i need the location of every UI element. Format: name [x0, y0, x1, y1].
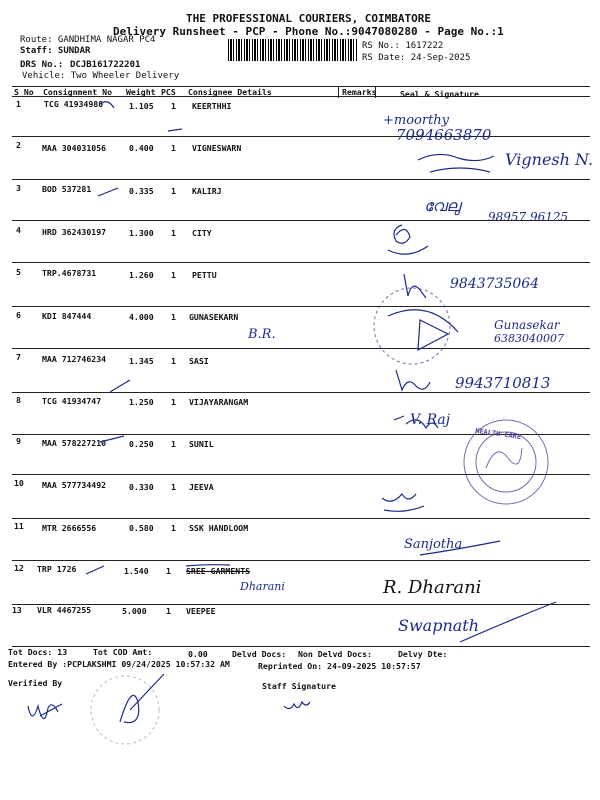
entered-by: Entered By :PCPLAKSHMI 09/24/2025 10:57:32 AM	[8, 659, 230, 669]
row-sno: 1	[16, 99, 21, 109]
row-pcs: 1	[171, 356, 176, 366]
row-consignee: JEEVA	[189, 482, 214, 492]
row-consignment: MAA 578227210	[42, 438, 107, 448]
row-weight: 1.250	[129, 397, 154, 407]
row-consignment: TCG 41934747	[42, 396, 102, 406]
total-cod-value: 0.00	[188, 649, 208, 659]
row-consignment: BOD 537281	[42, 184, 92, 194]
col-header-pcs: PCS	[161, 87, 176, 97]
row-pcs: 1	[166, 606, 171, 616]
row-consignee: VEEPEE	[186, 606, 216, 616]
row-consignment: MAA 577734492	[42, 480, 107, 490]
row-consignee: SASI	[189, 356, 209, 366]
row-consignee: KEERTHHI	[192, 101, 232, 111]
row-pcs: 1	[171, 523, 176, 533]
row-consignee: PETTU	[192, 270, 217, 280]
row-consignment: MAA 304031056	[42, 143, 107, 153]
col-header-consignment: Consignment No	[43, 87, 113, 97]
row-pcs: 1	[171, 397, 176, 407]
handwritten-name-r3: വേലു	[424, 196, 461, 215]
row-sno: 9	[16, 436, 21, 446]
row-sno: 13	[12, 605, 22, 615]
row-consignee: SUNIL	[189, 439, 214, 449]
staff-label: Staff: SUNDAR	[20, 46, 91, 56]
row-consignment: VLR 4467255	[37, 605, 92, 615]
row-consignment: HRD 362430197	[42, 227, 107, 237]
row-consignment: TRP.4678731	[42, 268, 97, 278]
company-name: THE PROFESSIONAL COURIERS, COIMBATORE	[186, 12, 432, 25]
row-consignee: GUNASEKARN	[189, 312, 239, 322]
col-header-consignee: Consignee Details	[188, 87, 272, 97]
row-pcs: 1	[171, 312, 176, 322]
signature-r12: R. Dharani	[383, 577, 482, 598]
col-header-sno: S No	[14, 87, 34, 97]
row-pcs: 1	[171, 439, 176, 449]
signature-r11: Sanjotha	[404, 537, 463, 552]
col-header-weight: Weight	[126, 87, 156, 97]
row-consignment: MTR 2666556	[42, 523, 97, 533]
signature-r8: V. Raj	[410, 412, 451, 428]
row-sno: 6	[16, 310, 21, 320]
total-cod-label: Tot COD Amt:	[93, 647, 153, 657]
row-pcs: 1	[171, 228, 176, 238]
reprinted-on: Reprinted On: 24-09-2025 10:57:57	[258, 661, 421, 671]
handwritten-remark-r6: B.R.	[248, 327, 276, 342]
row-consignee: KALIRJ	[192, 186, 222, 196]
row-pcs: 1	[171, 101, 176, 111]
row-weight: 0.400	[129, 143, 154, 153]
row-weight: 1.540	[124, 566, 149, 576]
row-consignee: VIJAYARANGAM	[189, 397, 249, 407]
row-consignment: KDI 847444	[42, 311, 92, 321]
row-weight: 0.250	[129, 439, 154, 449]
col-header-signature: Seal & Signature	[400, 89, 479, 99]
non-delivered-docs: Non Delvd Docs:	[298, 649, 372, 659]
delivery-date: Delvy Dte:	[398, 649, 448, 659]
row-sno: 2	[16, 140, 21, 150]
handwritten-phone-r7: 9943710813	[455, 374, 551, 392]
row-sno: 11	[14, 521, 24, 531]
row-sno: 4	[16, 225, 21, 235]
verified-by-label: Verified By	[8, 678, 63, 688]
row-weight: 0.330	[129, 482, 154, 492]
row-pcs: 1	[171, 270, 176, 280]
handwritten-phone-r6: 6383040007	[494, 332, 564, 345]
row-sno: 7	[16, 352, 21, 362]
rs-number: RS No.: 1617222	[362, 41, 444, 51]
row-sno: 10	[14, 478, 24, 488]
row-weight: 1.345	[129, 356, 154, 366]
total-docs: Tot Docs: 13	[8, 647, 68, 657]
row-pcs: 1	[171, 482, 176, 492]
runsheet-title: Delivery Runsheet - PCP - Phone No.:9047080280 - Page No.:1	[113, 25, 504, 38]
row-consignee: VIGNESWARN	[192, 143, 242, 153]
row-sno: 5	[16, 267, 21, 277]
drs-label: DRS No.:	[20, 60, 64, 70]
row-weight: 0.335	[129, 186, 154, 196]
barcode-image	[228, 39, 358, 61]
signature-r13: Swapnath	[398, 616, 480, 635]
row-pcs: 1	[171, 186, 176, 196]
row-consignment: TCG 41934980	[44, 99, 104, 109]
vehicle-label: Vehicle: Two Wheeler Delivery	[22, 71, 180, 81]
row-weight: 1.260	[129, 270, 154, 280]
staff-signature-label: Staff Signature	[262, 681, 336, 691]
stamp-text: HEALTH CARE	[474, 426, 522, 442]
row-consignment: TRP 1726	[37, 564, 77, 574]
row-sno: 8	[16, 395, 21, 405]
handwritten-phone-r5: 9843735064	[450, 276, 540, 292]
row-weight: 4.000	[129, 312, 154, 322]
row-weight: 0.580	[129, 523, 154, 533]
drs-number: DCJB161722201	[70, 60, 141, 70]
row-pcs: 1	[166, 566, 171, 576]
handwritten-name-r1: +moorthy	[383, 113, 450, 128]
row-pcs: 1	[171, 143, 176, 153]
row-sno: 3	[16, 183, 21, 193]
row-consignee: SREE GARMENTS	[186, 566, 251, 576]
handwritten-phone-r1: 7094663870	[396, 126, 492, 144]
rs-date: RS Date: 24-Sep-2025	[362, 53, 471, 63]
row-consignee: CITY	[192, 228, 212, 238]
signature-r2: Vignesh N.	[505, 150, 594, 169]
row-consignment: MAA 712746234	[42, 354, 107, 364]
row-weight: 5.000	[122, 606, 147, 616]
route-label: Route: GANDHIMA NAGAR PC4	[20, 35, 156, 45]
row-weight: 1.105	[129, 101, 154, 111]
col-header-remarks: Remarks	[342, 87, 377, 97]
handwritten-name-r12: Dharani	[240, 580, 285, 593]
handwritten-name-r6: Gunasekar	[494, 318, 560, 332]
row-sno: 12	[14, 563, 24, 573]
row-weight: 1.300	[129, 228, 154, 238]
delivered-docs: Delvd Docs:	[232, 649, 287, 659]
handwritten-phone-r3: 98957 96125	[488, 210, 569, 224]
row-consignee: SSK HANDLOOM	[189, 523, 249, 533]
